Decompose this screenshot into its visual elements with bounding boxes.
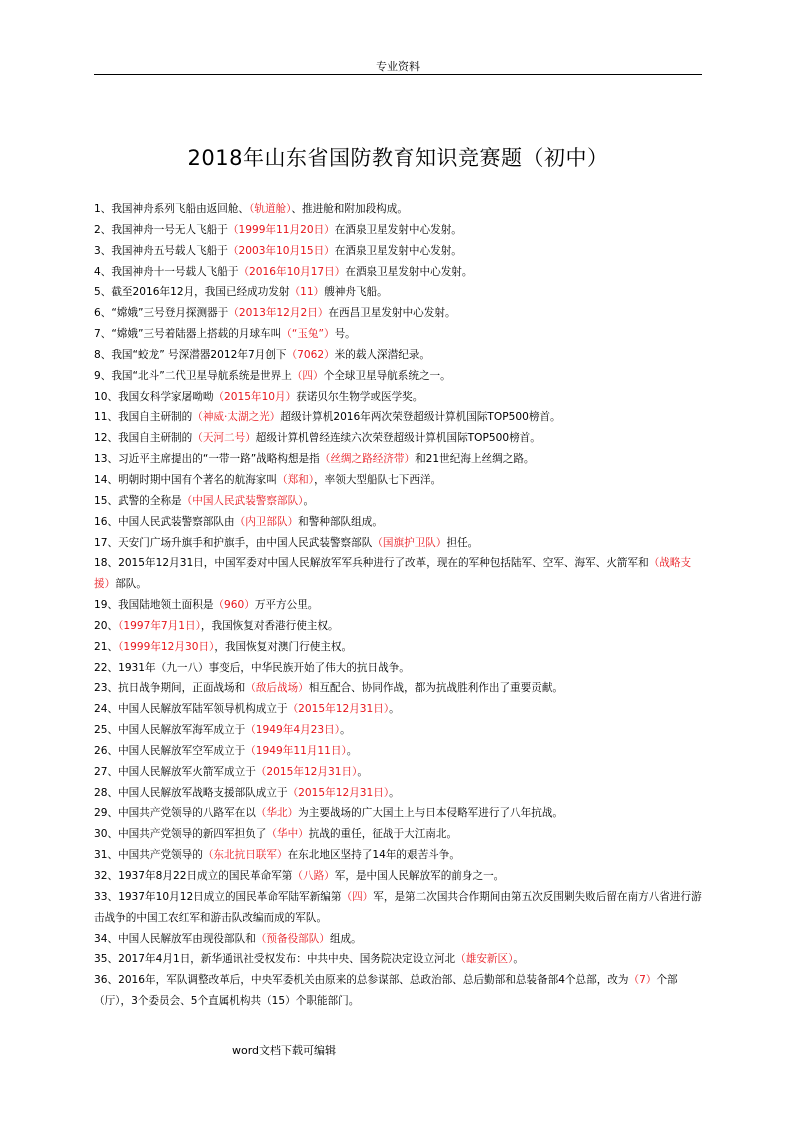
question-item	[94, 783, 706, 804]
answer-text: （天河二号）	[192, 432, 256, 445]
question-text: 中国共产党领导的新四军担负了	[118, 828, 267, 841]
question-text: 我国自主研制的	[118, 411, 193, 424]
question-item	[94, 241, 706, 262]
question-text: 。	[303, 494, 315, 507]
question-text: 中国人民解放军空军成立于	[118, 744, 246, 757]
question-item	[94, 699, 706, 720]
question-item	[94, 803, 706, 824]
question-text: 为主要战场的广大国土上与日本侵略军进行了八年抗战。	[298, 807, 564, 820]
answer-text: （华北）	[255, 807, 299, 820]
question-text: 1931年（九一八）事变后，中华民族开始了伟大的抗日战争。	[118, 661, 410, 674]
question-text: 我国神舟十一号载人飞船于	[111, 265, 239, 278]
question-number: 11、	[94, 411, 119, 424]
question-number: 2、	[94, 223, 112, 236]
question-number: 5、	[94, 286, 112, 299]
question-text: 组成。	[329, 932, 362, 945]
question-item	[94, 866, 706, 887]
question-item	[94, 970, 706, 1012]
question-item	[94, 824, 706, 845]
question-text: 武警的全称是	[118, 494, 182, 507]
question-item	[94, 720, 706, 741]
question-text: 1937年8月22日成立的国民革命军第	[118, 870, 293, 882]
question-text: 习近平主席提出的“一带一路”战略构想是指	[118, 453, 320, 466]
question-item	[94, 387, 706, 408]
question-text: 我国女科学家屠呦呦	[118, 390, 214, 403]
answer-text: （战略支援）	[94, 557, 692, 591]
question-text: 军，是中国人民解放军的前身之一。	[334, 870, 505, 882]
header-divider	[94, 74, 702, 75]
question-number: 1、	[94, 203, 112, 215]
answer-text: （2003年10月15日）	[227, 244, 335, 257]
question-item	[94, 491, 706, 512]
question-item	[94, 887, 706, 929]
answer-text: （960）	[213, 599, 255, 612]
answer-text: （华中）	[266, 828, 309, 841]
question-list	[94, 199, 706, 1012]
answer-text: （四）	[291, 369, 324, 382]
question-text: 中国人民武装警察部队由	[118, 515, 235, 528]
answer-text: （国旗护卫队）	[372, 536, 447, 549]
question-number: 22、	[94, 661, 119, 674]
question-number: 17、	[94, 536, 119, 549]
question-item	[94, 220, 706, 241]
question-number: 33、	[94, 890, 119, 903]
question-number: 30、	[94, 828, 119, 841]
question-text: 军，是第二次国共合作期间由第五次反围剿失败后留在南方八省进行游击战争的中国工农红军和游击队改编而成的军队。	[94, 890, 702, 924]
question-text: 个部（厅），3个委员会、5个直属机构共（15）个职能部门。	[94, 974, 678, 1008]
question-text: 相互配合、协同作战，都为抗战胜利作出了重要贡献。	[308, 682, 564, 695]
question-number: 15、	[94, 494, 119, 507]
question-number: 6、	[94, 307, 112, 320]
answer-text: （1997年7月1日）	[118, 619, 201, 632]
question-item	[94, 595, 706, 616]
answer-text: （7062）	[286, 348, 335, 361]
question-number: 32、	[94, 870, 119, 882]
answer-text: （内卫部队）	[234, 515, 299, 528]
question-item	[94, 949, 706, 970]
question-text: 艘神舟飞船。	[324, 286, 388, 299]
question-number: 26、	[94, 744, 119, 757]
question-text: 我国陆地领土面积是	[118, 599, 214, 612]
question-item	[94, 637, 706, 658]
answer-text: （雄安新区）	[455, 953, 514, 966]
question-text: 截至2016年12月，我国已经成功发射	[111, 286, 290, 299]
question-text: 在西昌卫星发射中心发射。	[328, 307, 456, 320]
question-text: 在酒泉卫星发射中心发射。	[345, 265, 473, 278]
question-text: 、推进舱和附加段构成。	[291, 203, 408, 215]
question-item	[94, 366, 706, 387]
question-item	[94, 533, 706, 554]
answer-text: （神威·太湖之光）	[192, 411, 281, 424]
question-number: 10、	[94, 390, 119, 403]
question-text: “嫦娥”三号着陆器上搭载的月球车叫	[111, 328, 282, 341]
question-item	[94, 553, 706, 595]
question-number: 31、	[94, 849, 119, 862]
question-text: 。	[340, 724, 351, 737]
question-text: 。	[346, 744, 358, 757]
question-text: 中国人民解放军由现役部队和	[118, 932, 256, 945]
question-text: 在酒泉卫星发射中心发射。	[334, 223, 462, 236]
answer-text: （郑和）	[276, 473, 315, 486]
question-item	[94, 741, 706, 762]
question-text: 中国人民解放军陆军领导机构成立于	[118, 703, 288, 716]
question-item	[94, 324, 706, 345]
question-number: 13、	[94, 453, 119, 466]
question-text: 中国共产党领导的八路军在以	[118, 807, 256, 820]
answer-text: （11）	[289, 286, 325, 299]
question-text: 我国自主研制的	[118, 432, 193, 445]
question-item	[94, 199, 706, 220]
question-text: 2017年4月1日，新华通讯社受权发布：中共中央、国务院决定设立河北	[118, 953, 456, 966]
answer-text: （2015年12月31日）	[287, 786, 390, 799]
question-text: 。	[357, 765, 368, 778]
question-number: 8、	[94, 348, 112, 361]
question-item	[94, 303, 706, 324]
question-item	[94, 678, 706, 699]
question-number: 12、	[94, 432, 119, 445]
question-text: ，率领大型船队七下西洋。	[314, 473, 442, 486]
question-item	[94, 282, 706, 303]
question-text: 中国人民解放军战略支援部队成立于	[118, 786, 288, 799]
question-item	[94, 658, 706, 679]
question-number: 9、	[94, 369, 112, 382]
question-text: 和警种部队组成。	[298, 515, 383, 528]
question-item	[94, 262, 706, 283]
question-text: 中国共产党领导的	[118, 849, 203, 862]
answer-text: （2016年10月17日）	[238, 265, 346, 278]
question-number: 35、	[94, 953, 119, 966]
answer-text: （东北抗日联军）	[202, 849, 288, 862]
question-text: “嫦娥”三号登月探测器于	[111, 307, 229, 320]
answer-text: （1999年11月20日）	[227, 223, 335, 236]
answer-text: （1949年4月23日）	[245, 724, 341, 737]
answer-text: （八路）	[292, 870, 335, 882]
question-item	[94, 845, 706, 866]
question-item	[94, 512, 706, 533]
question-text: 和21世纪海上丝绸之路。	[415, 453, 535, 466]
question-text: 超级计算机2016年两次荣登超级计算机国际TOP500榜首。	[280, 411, 561, 424]
question-text: 我国神舟一号无人飞船于	[111, 223, 228, 236]
question-item	[94, 929, 706, 950]
answer-text: （2015年10月）	[213, 390, 297, 403]
question-number: 25、	[94, 724, 119, 737]
question-text: 我国“蛟龙” 号深潜器2012年7月创下	[111, 348, 287, 361]
answer-text: （“玉兔”）	[281, 328, 335, 341]
question-item	[94, 345, 706, 366]
question-item	[94, 470, 706, 491]
page-footer: word文档下载可编辑	[232, 1044, 337, 1057]
answer-text: （2013年12月2日）	[228, 307, 329, 320]
question-text: 明朝时期中国有个著名的航海家叫	[118, 473, 277, 486]
question-text: ，我国恢复对香港行使主权。	[200, 619, 339, 632]
question-text: 我国神舟五号载人飞船于	[111, 244, 228, 257]
question-text: 中国人民解放军海军成立于	[118, 724, 246, 737]
question-text: 在东北地区坚持了14年的艰苦斗争。	[287, 849, 460, 862]
question-text: 。	[513, 953, 525, 966]
question-item	[94, 428, 706, 449]
question-text: ，我国恢复对澳门行使主权。	[214, 640, 353, 653]
question-text: 米的载人深潜纪录。	[334, 348, 431, 361]
question-item	[94, 616, 706, 637]
question-text: 天安门广场升旗手和护旗手，由中国人民武装警察部队	[118, 536, 373, 549]
question-item	[94, 407, 706, 428]
question-number: 28、	[94, 786, 119, 799]
question-number: 18、	[94, 557, 119, 570]
page-header: 专业资料	[376, 60, 420, 73]
question-number: 20、	[94, 619, 119, 632]
question-text: 中国人民解放军火箭军成立于	[118, 765, 256, 778]
question-text: 抗日战争期间，正面战场和	[118, 682, 246, 695]
answer-text: （四）	[341, 890, 374, 903]
question-number: 21、	[94, 640, 119, 653]
question-text: 超级计算机曾经连续六次荣登超级计算机国际TOP500榜首。	[255, 432, 541, 445]
question-number: 3、	[94, 244, 112, 257]
question-number: 16、	[94, 515, 119, 528]
question-number: 23、	[94, 682, 119, 695]
question-number: 27、	[94, 765, 119, 778]
answer-text: （1999年12月30日）	[118, 640, 215, 653]
question-text: 我国“北斗”二代卫星导航系统是世界上	[111, 369, 292, 382]
question-number: 7、	[94, 328, 112, 341]
answer-text: （丝绸之路经济带）	[319, 453, 416, 466]
question-item	[94, 762, 706, 783]
question-text: 担任。	[446, 536, 479, 549]
question-text: 万平方公里。	[254, 599, 319, 612]
question-text: 号。	[334, 328, 356, 341]
question-text: 抗战的重任，征战于大江南北。	[308, 828, 458, 841]
question-text: 1937年10月12日成立的国民革命军陆军新编第	[118, 890, 342, 903]
question-text: 个全球卫星导航系统之一。	[323, 369, 451, 382]
question-text: 我国神舟系列飞船由返回舱、	[111, 203, 250, 215]
question-number: 19、	[94, 599, 119, 612]
answer-text: （2015年12月31日）	[255, 765, 358, 778]
answer-text: （7）	[628, 974, 657, 987]
answer-text: （中国人民武装警察部队）	[181, 494, 304, 507]
question-text: 获诺贝尔生物学或医学奖。	[296, 390, 424, 403]
question-number: 14、	[94, 473, 119, 486]
question-number: 29、	[94, 807, 119, 820]
question-number: 24、	[94, 703, 119, 716]
question-text: 2016年，军队调整改革后，中央军委机关由原来的总参谋部、总政治部、总后勤部和总装备部4个总部，改为	[118, 974, 629, 987]
question-number: 36、	[94, 974, 119, 987]
page-title: 2018年山东省国防教育知识竞赛题（初中）	[187, 146, 609, 170]
answer-text: （预备役部队）	[255, 932, 330, 945]
question-text: 。	[389, 703, 400, 716]
answer-text: （2015年12月31日）	[287, 703, 390, 716]
question-number: 4、	[94, 265, 112, 278]
question-text: 在酒泉卫星发射中心发射。	[334, 244, 462, 257]
answer-text: （轨道舱）	[249, 203, 292, 215]
question-number: 34、	[94, 932, 119, 945]
answer-text: （敌后战场）	[245, 682, 309, 695]
question-text: 。	[389, 786, 400, 799]
answer-text: （1949年11月11日）	[245, 744, 347, 757]
question-item	[94, 449, 706, 470]
question-text: 部队。	[115, 578, 147, 591]
question-text: 2015年12月31日，中国军委对中国人民解放军军兵种进行了改革，现在的军种包括陆军、空军、海军、火箭军和	[118, 557, 649, 570]
